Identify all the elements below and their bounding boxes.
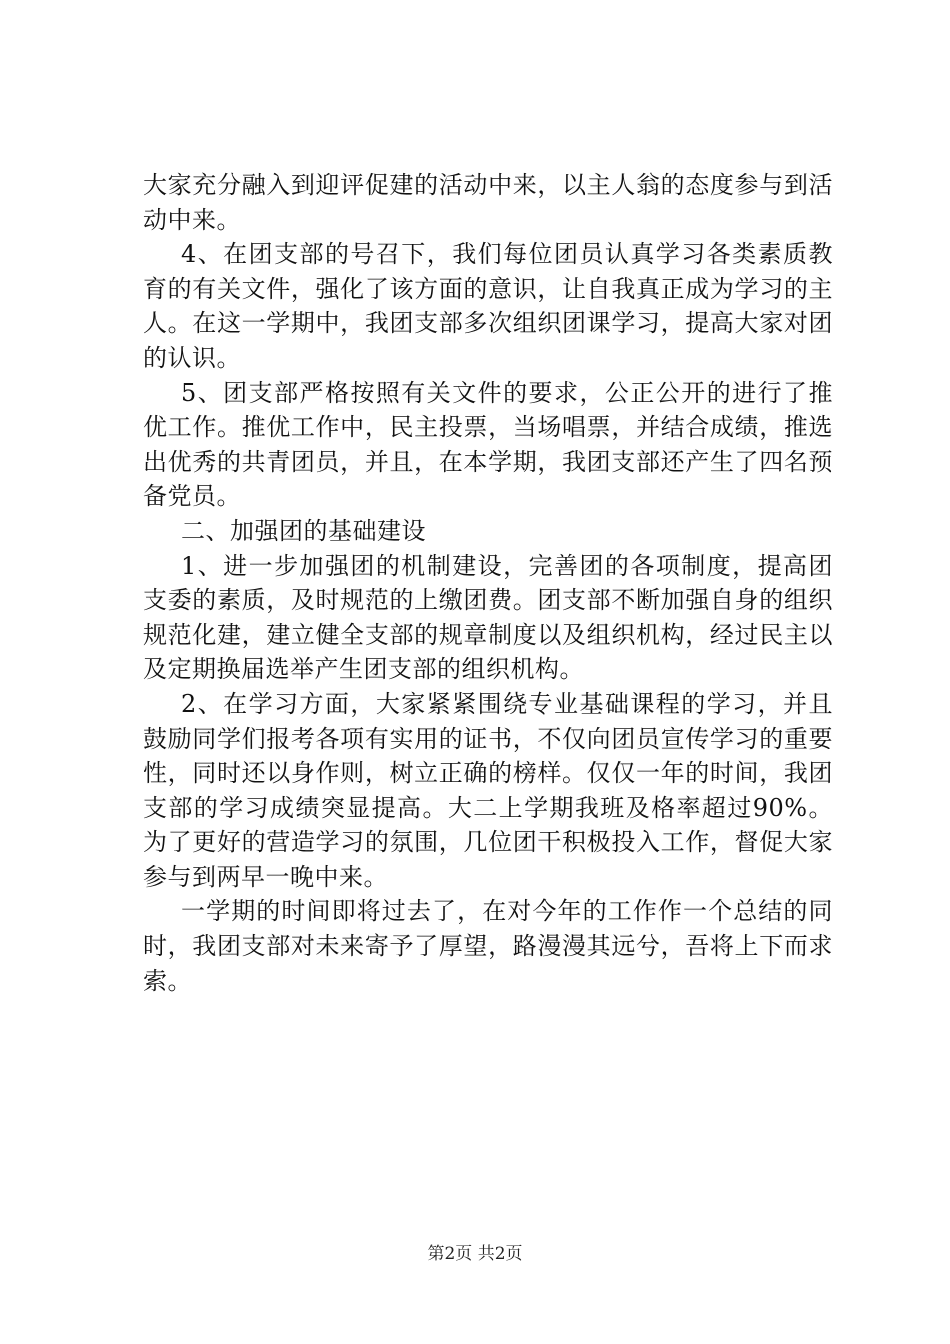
paragraph-conclusion: 一学期的时间即将过去了，在对今年的工作作一个总结的同时，我团支部对未来寄予了厚望，路漫漫其远兮，吾将上下而求索。 bbox=[143, 897, 833, 995]
paragraph-item-2: 2、在学习方面，大家紧紧围绕专业基础课程的学习，并且鼓励同学们报考各项有实用的证书，不仅向团员宣传学习的重要性，同时还以身作则，树立正确的榜样。仅仅一年的时间，我团支部的学习成绩突显提高。大二上学期我班及格率超过90%。为了更好的营造学习的氛围，几位团干积极投入工作，督促大家参与到两早一晚中来。 bbox=[143, 689, 833, 891]
page-number-label: 第2页 共2页 bbox=[427, 1244, 523, 1264]
document-body bbox=[143, 168, 833, 998]
section-heading: 二、加强团的基础建设 bbox=[181, 516, 426, 545]
paragraph-item-5: 5、团支部严格按照有关文件的要求，公正公开的进行了推优工作。推优工作中，民主投票，当场唱票，并结合成绩，推选出优秀的共青团员，并且，在本学期，我团支部还产生了四名预备党员。 bbox=[143, 378, 833, 511]
page-footer bbox=[0, 1243, 950, 1265]
paragraph-item-4: 4、在团支部的号召下，我们每位团员认真学习各类素质教育的有关文件，强化了该方面的意识，让自我真正成为学习的主人。在这一学期中，我团支部多次组织团课学习，提高大家对团的认识。 bbox=[143, 240, 833, 372]
paragraph-item-1: 1、进一步加强团的机制建设，完善团的各项制度，提高团支委的素质，及时规范的上缴团费。团支部不断加强自身的组织规范化建，建立健全支部的规章制度以及组织机构，经过民主以及定期换届选举产生团支部的组织机构。 bbox=[143, 551, 833, 684]
paragraph-continuation: 大家充分融入到迎评促建的活动中来，以主人翁的态度参与到活动中来。 bbox=[143, 171, 833, 234]
